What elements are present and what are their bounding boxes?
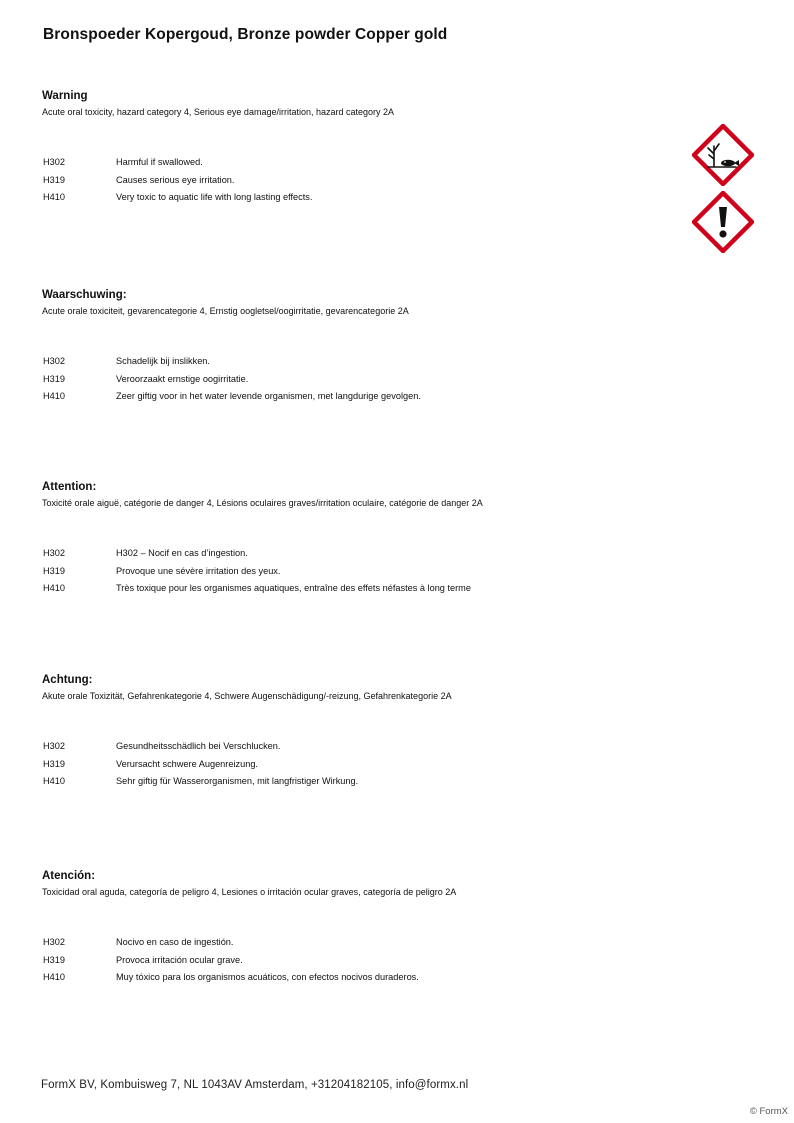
hazard-classification: Toxicidad oral aguda, categoría de peligro 4, Lesiones o irritación ocular graves, categoría de peligro 2A (42, 887, 457, 897)
section-english (42, 89, 682, 209)
environment-hazard-icon (692, 124, 754, 186)
statement-code: H319 (43, 954, 65, 965)
statement-code: H302 (43, 741, 65, 751)
statement-text: Schadelijk bij inslikken. (116, 356, 210, 366)
hazard-statements (42, 355, 682, 408)
statement-row (42, 971, 682, 989)
statement-row (42, 954, 682, 972)
statement-text: Very toxic to aquatic life with long lasting effects. (116, 192, 313, 202)
statement-row (42, 565, 682, 583)
statement-code: H319 (43, 174, 65, 185)
statement-text: Très toxique pour les organismes aquatiques, entraîne des effets néfastes à long terme (116, 583, 471, 593)
hazard-classification: Toxicité orale aiguë, catégorie de danger 4, Lésions oculaires graves/irritation oculaire, catégorie de danger 2A (42, 498, 483, 508)
statement-text: Provoque une sévère irritation des yeux. (116, 565, 281, 576)
section-french (42, 480, 682, 600)
ghs-pictograms (692, 124, 754, 258)
statement-row (42, 758, 682, 776)
statement-code: H410 (43, 391, 65, 401)
statement-code: H410 (43, 583, 65, 593)
statement-text: Zeer giftig voor in het water levende organismen, met langdurige gevolgen. (116, 391, 421, 401)
hazard-statements (42, 156, 682, 209)
statement-row (42, 174, 682, 192)
statement-text: Verursacht schwere Augenreizung. (116, 758, 258, 769)
statement-row (42, 191, 682, 209)
statement-row (42, 373, 682, 391)
signal-word: Waarschuwing: (42, 289, 127, 301)
statement-text: Harmful if swallowed. (116, 157, 203, 167)
statement-text: Veroorzaakt ernstige oogirritatie. (116, 373, 249, 384)
signal-word: Attention: (42, 481, 97, 493)
section-spanish (42, 869, 682, 989)
statement-code: H319 (43, 373, 65, 384)
statement-text: Sehr giftig für Wasserorganismen, mit langfristiger Wirkung. (116, 776, 359, 786)
hazard-statements (42, 740, 682, 793)
statement-code: H302 (43, 356, 65, 366)
hazard-statements (42, 547, 682, 600)
statement-text: Causes serious eye irritation. (116, 174, 235, 185)
statement-row (42, 775, 682, 793)
section-german (42, 673, 682, 793)
statement-code: H319 (43, 565, 65, 576)
signal-word: Achtung: (42, 674, 93, 686)
hazard-statements (42, 936, 682, 989)
statement-text: Provoca irritación ocular grave. (116, 954, 243, 965)
statement-code: H410 (43, 972, 65, 982)
copyright-notice: © FormX (749, 1106, 788, 1117)
statement-row (42, 547, 682, 565)
hazard-classification: Acute orale toxiciteit, gevarencategorie 4, Ernstig oogletsel/oogirritatie, gevarencategorie 2A (42, 306, 409, 316)
statement-row (42, 740, 682, 758)
hazard-classification: Akute orale Toxizität, Gefahrenkategorie 4, Schwere Augenschädigung/-reizung, Gefahrenkategorie 2A (42, 691, 452, 701)
statement-code: H410 (43, 776, 65, 786)
section-dutch (42, 288, 682, 408)
statement-code: H302 (43, 937, 65, 947)
exclamation-mark-icon (692, 191, 754, 253)
statement-text: H302 – Nocif en cas d’ingestion. (116, 548, 248, 558)
statement-text: Muy tóxico para los organismos acuáticos, con efectos nocivos duraderos. (116, 972, 419, 982)
statement-code: H302 (43, 548, 65, 558)
signal-word: Atención: (42, 870, 96, 882)
statement-text: Gesundheitsschädlich bei Verschlucken. (116, 741, 281, 751)
document-title: Bronspoeder Kopergoud, Bronze powder Copper gold (43, 26, 448, 43)
statement-code: H302 (43, 157, 65, 167)
statement-row (42, 582, 682, 600)
signal-word: Warning (42, 90, 88, 102)
footer-address: FormX BV, Kombuisweg 7, NL 1043AV Amsterdam, +31204182105, info@formx.nl (41, 1079, 469, 1091)
statement-code: H319 (43, 758, 65, 769)
statement-code: H410 (43, 192, 65, 202)
hazard-classification: Acute oral toxicity, hazard category 4, Serious eye damage/irritation, hazard category 2A (42, 107, 395, 117)
statement-row (42, 936, 682, 954)
statement-row (42, 390, 682, 408)
statement-text: Nocivo en caso de ingestión. (116, 937, 234, 947)
statement-row (42, 355, 682, 373)
statement-row (42, 156, 682, 174)
